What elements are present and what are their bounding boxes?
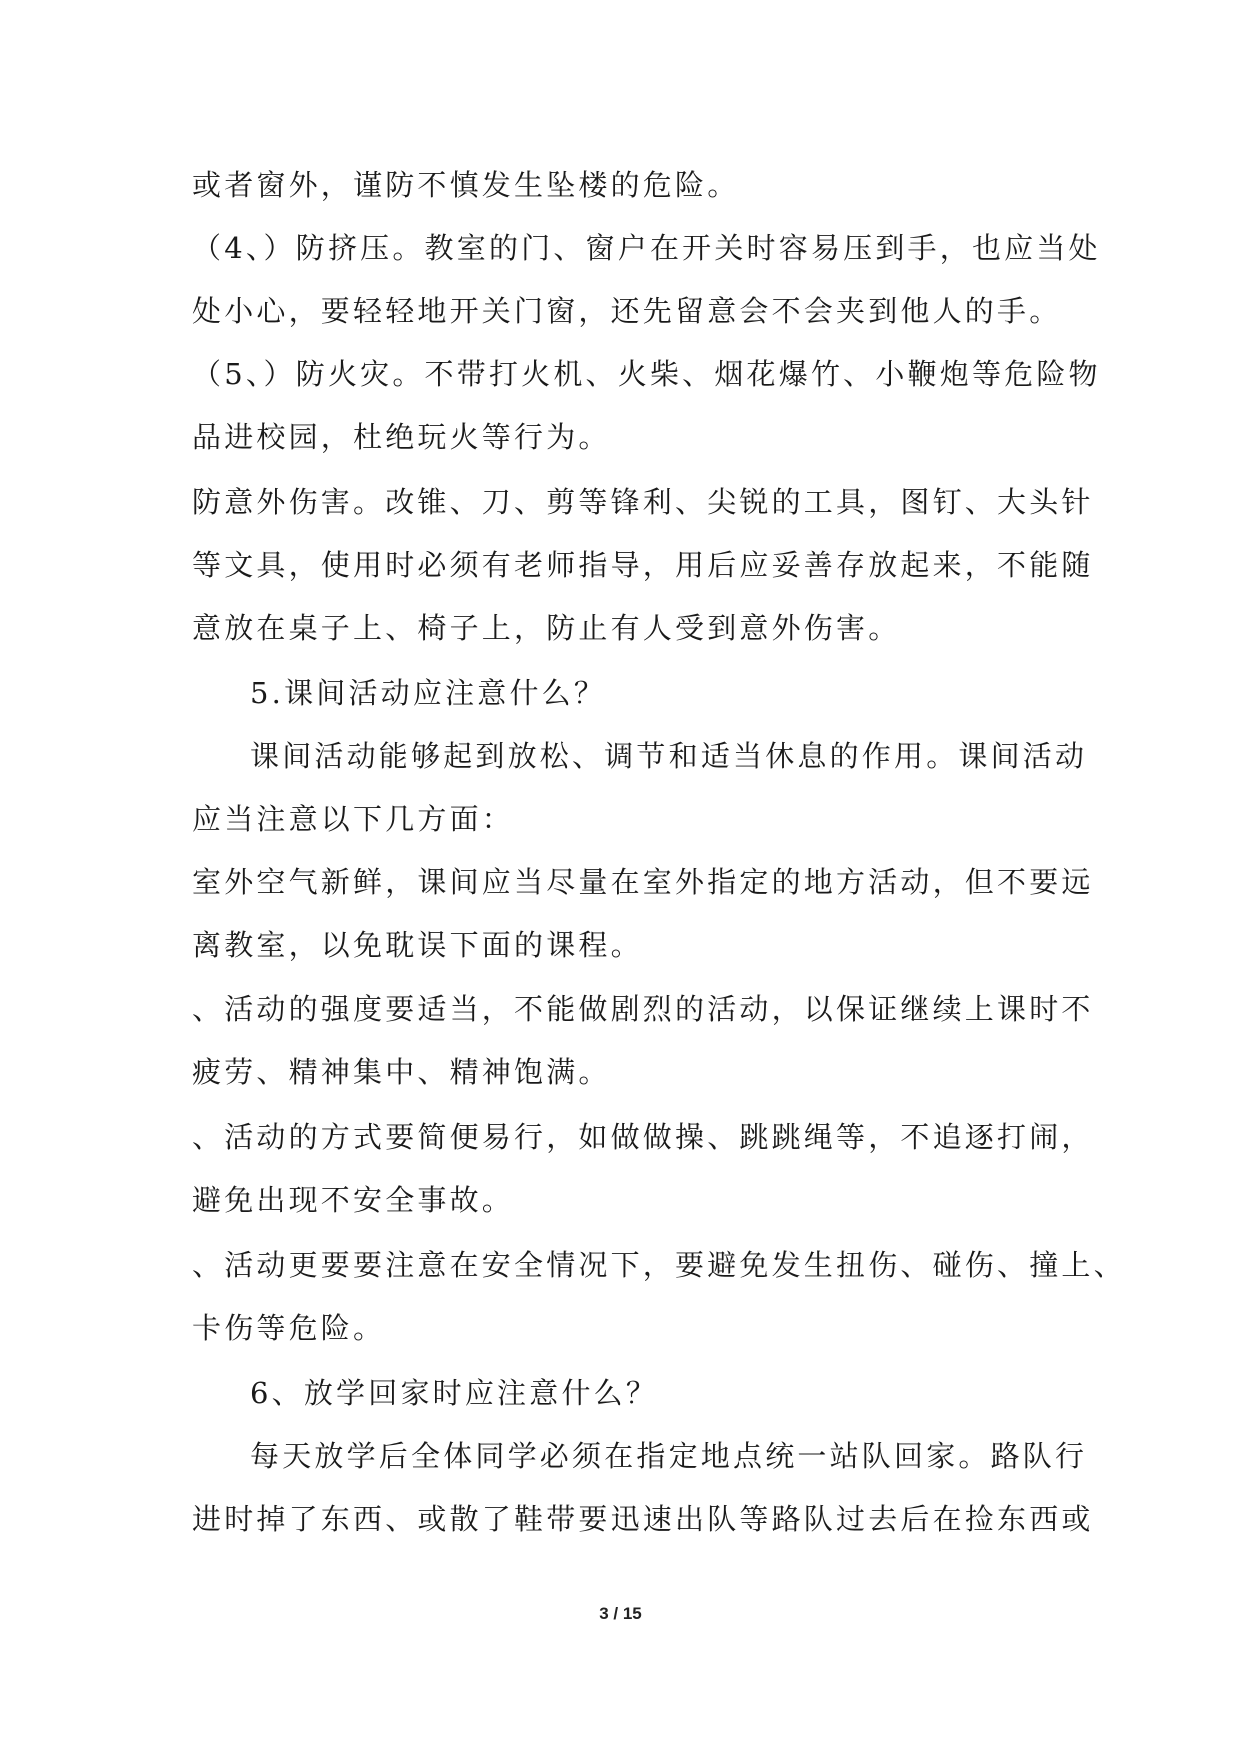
text-line-16: 、活动的方式要简便易行，如做做操、跳跳绳等，不追逐打闹， [192,1120,1094,1154]
text-line-17: 避免出现不安全事故。 [192,1183,515,1217]
text-line-2: （4、）防挤压。教室的门、窗户在开关时容易压到手，也应当处 [192,231,1101,265]
text-line-1: 或者窗外，谨防不慎发生坠楼的危险。 [192,168,740,202]
text-line-13: 离教室，以免耽误下面的课程。 [192,928,643,962]
text-line-19: 卡伤等危险。 [192,1311,386,1345]
text-line-14: 、活动的强度要适当，不能做剧烈的活动，以保证继续上课时不 [192,992,1094,1026]
section-heading-6: 6、放学回家时应注意什么？ [250,1376,659,1410]
text-line-12: 室外空气新鲜，课间应当尽量在室外指定的地方活动，但不要远 [192,865,1094,899]
text-line-11: 应当注意以下几方面： [192,802,515,836]
text-line-22: 进时掉了东西、或散了鞋带要迅速出队等路队过去后在捡东西或 [192,1502,1094,1536]
text-line-15: 疲劳、精神集中、精神饱满。 [192,1055,611,1089]
section-heading-5: 5.课间活动应注意什么？ [250,676,607,710]
text-line-18: 、活动更要要注意在安全情况下，要避免发生扭伤、碰伤、撞上、 [192,1248,1126,1282]
text-line-4: （5、）防火灾。不带打火机、火柴、烟花爆竹、小鞭炮等危险物 [192,357,1101,391]
text-line-8: 意放在桌子上、椅子上，防止有人受到意外伤害。 [192,611,901,645]
text-line-10: 课间活动能够起到放松、调节和适当休息的作用。课间活动 [250,739,1088,773]
text-line-7: 等文具，使用时必须有老师指导，用后应妥善存放起来，不能随 [192,548,1094,582]
text-line-5: 品进校园，杜绝玩火等行为。 [192,420,611,454]
text-line-6: 防意外伤害。改锥、刀、剪等锋利、尖锐的工具，图钉、大头针 [192,485,1094,519]
page-number: 3 / 15 [599,1604,642,1623]
text-line-3: 处小心，要轻轻地开关门窗，还先留意会不会夹到他人的手。 [192,294,1062,328]
text-line-21: 每天放学后全体同学必须在指定地点统一站队回家。路队行 [250,1439,1088,1473]
